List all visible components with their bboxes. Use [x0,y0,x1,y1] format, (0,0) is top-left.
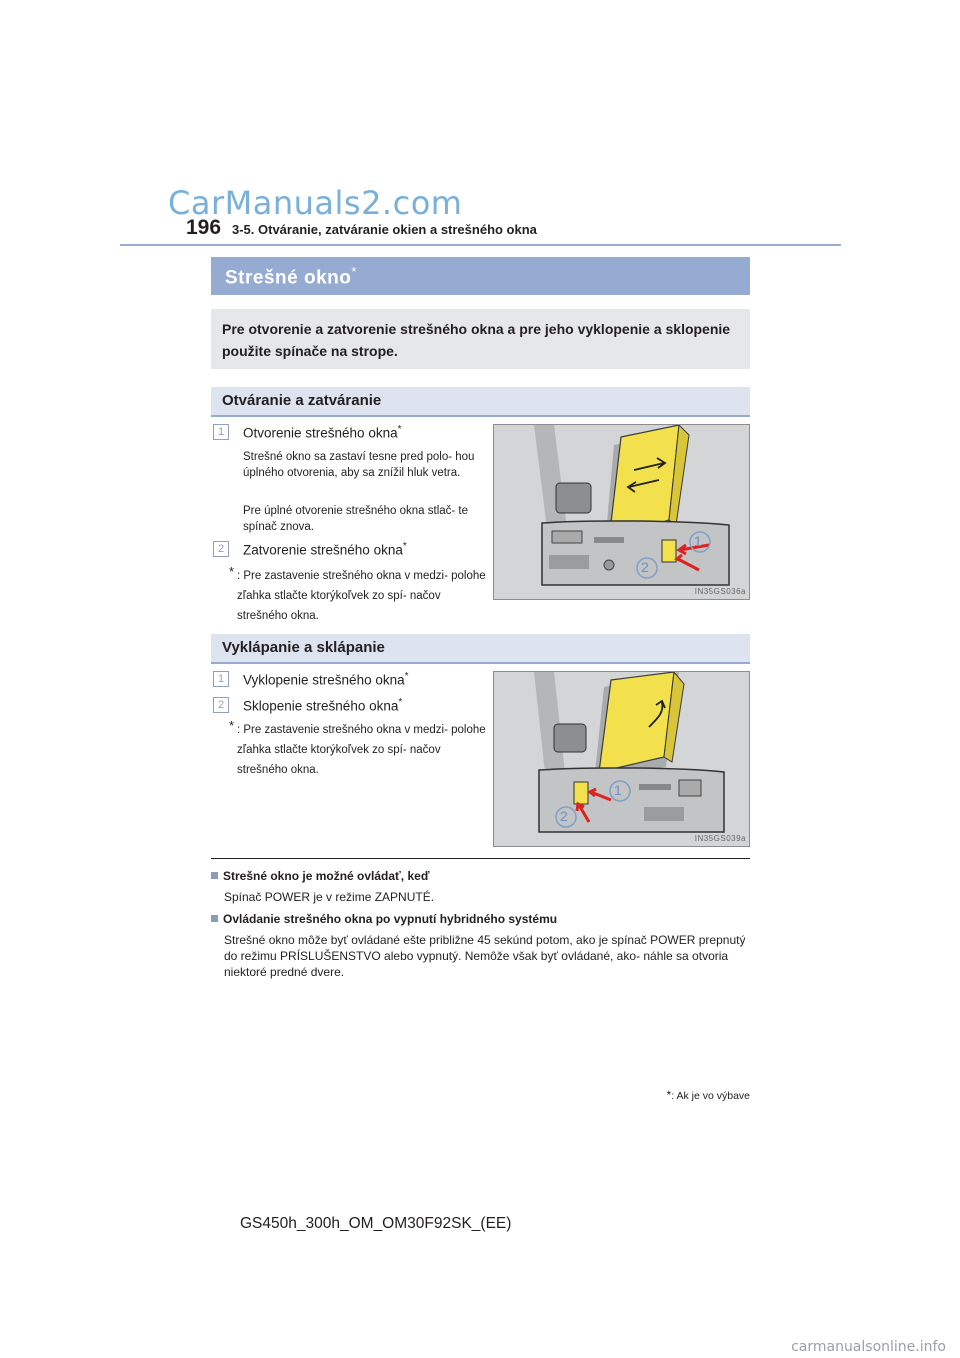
callout-2: 2 [560,808,568,824]
number-icon-2: 2 [213,697,229,713]
sunroof-tilt-illustration [493,671,750,847]
note-star: * [229,564,235,579]
header-divider [120,244,841,246]
watermark-logo: CarManuals2.com [168,184,463,222]
image-code: IN35GS036a [694,587,746,596]
open-label: Otvorenie strešného okna* [243,424,402,441]
section-title: Strešné okno* [225,264,357,289]
bullet-heading-2: Ovládanie strešného okna po vypnutí hybridného systému [211,912,557,926]
chapter-title: 3-5. Otváranie, zatváranie okien a strešného okna [232,222,537,237]
footnote-star: * [666,1088,672,1102]
sunroof-open-drawing [494,425,749,599]
intro-text: Pre otvorenie a zatvorenie strešného okna a pre jeho vyklopenie a sklopenie použite spínače na strope. [222,321,731,359]
callout-1: 1 [694,533,702,549]
close-label: Zatvorenie strešného okna* [243,541,407,558]
number-icon-1: 1 [213,671,229,687]
open-desc-1: Strešné okno sa zastaví tesne pred polo- hou úplného otvorenia, aby sa znížil hluk vetra. [243,451,475,479]
sunroof-tilt-drawing [494,672,749,846]
number-icon-1: 1 [213,424,229,440]
note-star: * [229,718,235,733]
bullet-body-2: Strešné okno môže byť ovládané ešte približne 45 sekúnd potom, ako je spínač POWER prepnutý do režimu PRÍSLUŠENSTVO alebo vypnutý. Nemôže však byť ovládané, ako- náhle sa otvoria niektoré predné dvere. [224,933,746,979]
callout-1: 1 [614,782,622,798]
document-code: GS450h_300h_OM_OM30F92SK_(EE) [240,1215,512,1232]
open-desc-2: Pre úplné otvorenie strešného okna stlač- te spínač znova. [243,505,469,533]
intro-box [211,309,750,369]
bullet-heading-1: Strešné okno je možné ovládať, keď [211,869,429,883]
subsection-tilt-title: Vyklápanie a sklápanie [222,639,385,656]
bullet-square-icon [211,872,218,879]
bullet-square-icon [211,915,218,922]
page-number: 196 [186,216,222,239]
footnote: *: Ak je vo výbave [666,1088,750,1102]
section-title-bar [211,257,750,295]
callout-2: 2 [641,559,649,575]
subsection-open-title: Otváranie a zatváranie [222,392,382,409]
tilt-up-label: Vyklopenie strešného okna* [243,671,409,688]
tilt-down-label: Sklopenie strešného okna* [243,697,403,714]
subsection-tilt-bar [211,634,750,664]
optional-mark: * [351,264,357,279]
content-divider [211,858,750,859]
watermark-bottom: carmanualsonline.info [791,1339,946,1355]
number-icon-2: 2 [213,541,229,557]
image-code: IN35GS039a [694,834,746,843]
bullet-body-1: Spínač POWER je v režime ZAPNUTÉ. [224,890,435,904]
subsection-open-bar [211,387,750,417]
tilt-note: : Pre zastavenie strešného okna v medzi- polohe zľahka stlačte ktorýkoľvek zo spí- načov strešného okna. [237,724,486,776]
open-note: : Pre zastavenie strešného okna v medzi- polohe zľahka stlačte ktorýkoľvek zo spí- načov strešného okna. [237,570,486,622]
sunroof-open-illustration [493,424,750,600]
